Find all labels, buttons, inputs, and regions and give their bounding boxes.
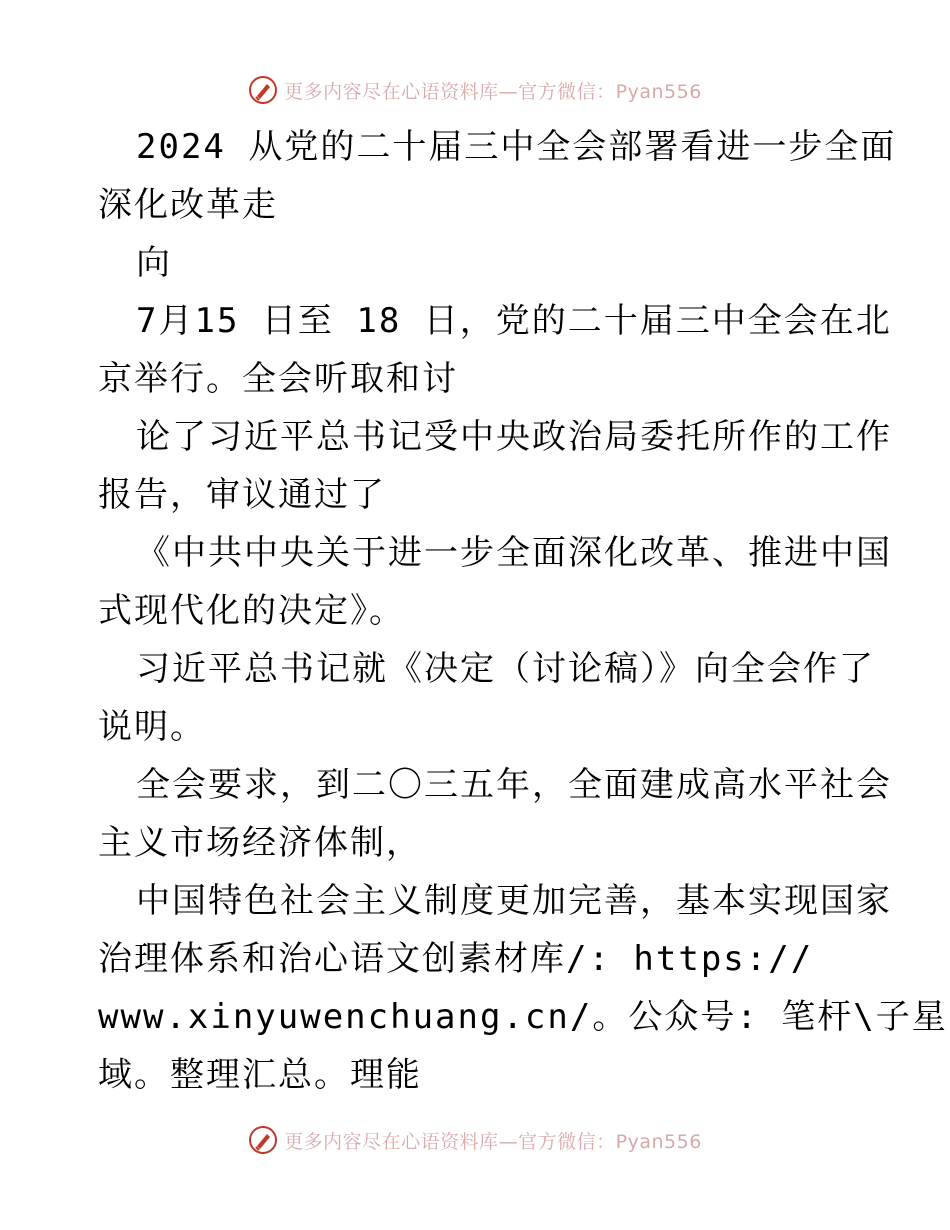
text-line: www.xinyuwenchuang.cn/。公众号: 笔杆\子星 <box>98 997 948 1037</box>
text-line: 全会要求，到二〇三五年，全面建成高水平社会 <box>136 765 892 805</box>
pen-logo-icon <box>248 1125 278 1155</box>
header-watermark-banner <box>0 70 950 110</box>
text-line: 说明。 <box>98 707 206 747</box>
text-line: 向 <box>136 243 172 283</box>
footer-watermark-banner <box>0 1120 950 1160</box>
text-line: 中国特色社会主义制度更加完善，基本实现国家 <box>136 881 892 921</box>
text-line: 论了习近平总书记受中央政治局委托所作的工作 <box>136 417 892 457</box>
text-line: 报告，审议通过了 <box>98 475 386 515</box>
text-line: 深化改革走 <box>98 185 278 225</box>
footer-watermark-text: 更多内容尽在心语资料库—官方微信：Pyan556 <box>284 1130 702 1153</box>
header-watermark-text: 更多内容尽在心语资料库—官方微信：Pyan556 <box>284 80 702 103</box>
text-line: 7月15 日至 18 日，党的二十届三中全会在北 <box>136 301 892 341</box>
text-line: 治理体系和治心语文创素材库/: https:// <box>98 939 814 979</box>
text-line: 域。整理汇总。理能 <box>98 1055 422 1095</box>
text-line: 《中共中央关于进一步全面深化改革、推进中国 <box>136 533 892 573</box>
text-line: 主义市场经济体制， <box>98 823 422 863</box>
text-line: 京举行。全会听取和讨 <box>98 359 458 399</box>
text-line: 习近平总书记就《决定（讨论稿）》向全会作了 <box>136 649 875 689</box>
text-line: 2024 从党的二十届三中全会部署看进一步全面 <box>136 127 897 167</box>
document-body <box>98 118 948 1104</box>
pen-logo-icon <box>248 75 278 105</box>
text-line: 式现代化的决定》。 <box>98 591 405 631</box>
